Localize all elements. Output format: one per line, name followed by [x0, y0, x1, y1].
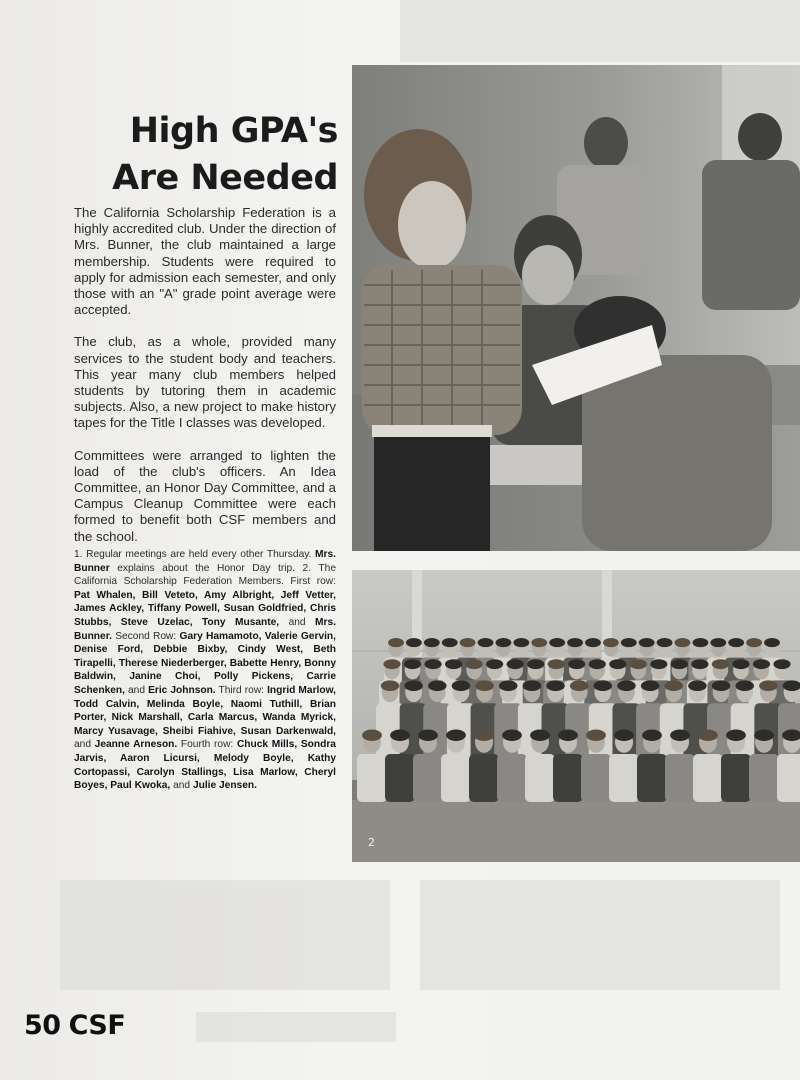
classroom-meeting-photo [352, 65, 800, 551]
page-number: 50 [24, 1010, 61, 1041]
photo-number-label: 2 [368, 836, 375, 849]
article-body [74, 205, 336, 561]
caption-row-label: Second Row: [115, 630, 177, 642]
caption-intro: 1. Regular meetings are held every other Thursday. [74, 549, 312, 560]
headline-line-1: High GPA's [129, 111, 338, 151]
caption-text: and [74, 739, 91, 751]
caption-row-label: Fourth row: [180, 739, 234, 751]
caption-second-row-names: Gary Hamamoto, Valerie Gervin, Denise Ford, Debbie Bixby, Cindy West, Beth Tirapelli, Therese Niederberger, Babette Henry, Bonny Baldwin, Janine Choi, Polly Pickens, Carrie Schenken, [74, 630, 336, 696]
body-paragraph-1: The California Scholarship Federation is a highly accredited club. Under the direction of Mrs. Bunner, the club maintained a large membership. Students were required to apply for admission each semester, and only those with an "A" grade point average were accepted. [74, 205, 336, 318]
headline-line-2: Are Needed [112, 158, 338, 198]
caption-name: Jeanne Arneson. [94, 739, 178, 751]
photo-caption [74, 548, 336, 793]
caption-name: Eric Johnson. [148, 684, 216, 696]
caption-text: and [288, 616, 306, 628]
caption-name: Mrs. Bunner. [74, 616, 336, 642]
page-folio [24, 1010, 133, 1041]
caption-third-row-names: Ingrid Marlow, Todd Calvin, Melinda Boyle, Naomi Tuthill, Brian Porter, Nick Marshall, Carla Marcus, Wanda Myrick, Marcy Yusavage, Sheibi Fiahive, Susan Darkenwald, [74, 684, 336, 737]
caption-name: Mrs. Bunner [74, 549, 336, 574]
section-name: CSF [68, 1010, 126, 1041]
caption-first-row-names: Pat Whalen, Bill Veteto, Amy Albright, Jeff Vetter, James Ackley, Tiffany Powell, Susan Goldfried, Chris Stubbs, Steve Uzelac, Tony Musante, [74, 589, 336, 628]
body-paragraph-2: The club, as a whole, provided many services to the student body and teachers. This year many club members helped students by tutoring them in academic subjects. Also, a new project to make history tapes for the Title I classes was developed. [74, 334, 336, 431]
page-headline [64, 108, 338, 202]
caption-name: Julie Jensen. [192, 780, 257, 792]
caption-text: and [173, 780, 191, 792]
body-paragraph-3: Committees were arranged to lighten the load of the club's officers. An Idea Committee, an Honor Day Committee, and a Campus Cleanup Committee were each formed to benefit both CSF members and the school. [74, 447, 336, 544]
csf-members-group-photo [352, 570, 800, 862]
caption-row-label: Third row: [218, 684, 265, 696]
caption-text: explains about the Honor Day trip. 2. The California Scholarship Federation Members. First row: [74, 562, 336, 588]
caption-text: and [128, 684, 146, 696]
caption-fourth-row-names: Chuck Mills, Sondra Jarvis, Aaron Licursi, Melody Boyle, Kathy Cortopassi, Carolyn Stallings, Lisa Marlow, Cheryl Boyes, Paul Kwoka, [74, 739, 336, 792]
